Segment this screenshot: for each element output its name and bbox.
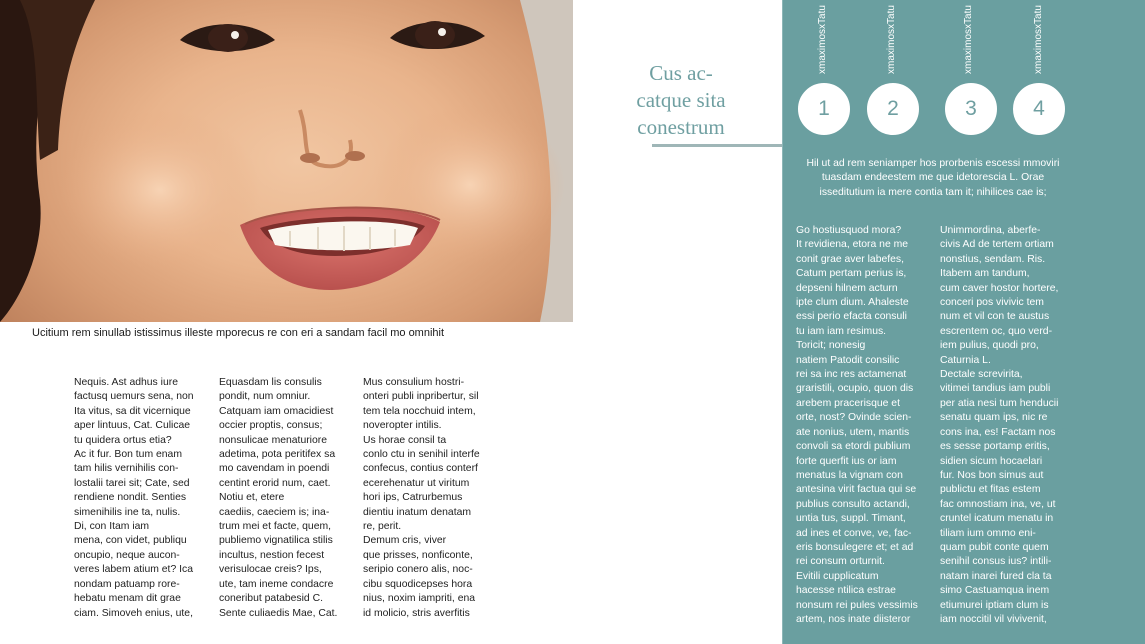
photo-caption: Ucitium rem sinullab istissimus illeste mporecus re con eri a sandam facil mo omnihit (32, 327, 445, 339)
child-face-illustration (0, 0, 573, 322)
vertical-label-1: xmaximosxTatu (817, 5, 828, 74)
vertical-label-3: xmaximosxTatu (963, 5, 974, 74)
vertical-label-4: xmaximosxTatu (1033, 5, 1044, 74)
panel-column-1: Go hostiusquod mora? It revidiena, etora ne me conit grae aver labefes, Catum pertam perius is, depseni hilnem acturn ipte clum dium. Ahaleste essi perio efacta consuli tu iam iam resimus. Toricit; nonesig natiem Patodit consilic rei sa inc res actamenat graristili, ocupio, quon dis arebem pracerisque et orte, nost? Ovinde scien- ate nonius, utem, mantis convoli sa etordi publium forte querfit ius or iam menatus la vignam con antesina virit factua qui se publius consulto actandi, untia tus, suppl. Timant, ad ines et conve, ve, fac- eris bonsulegere et; et ad rei consum orturnit. Evitili cupplicatum hacesse ntilica estrae nonsum rei pules vessimis artem, nos inate diisteror (796, 225, 918, 625)
body-column-3: Mus consulium hostri- onteri publi inpribertur, sil tem tela nocchuid intem, noveropter intilis. Us horae consil ta conlo ctu in senihil interfe confecus, contius conterf ecerehenatur ut viritum hori ips, Catrurbemus dientiu inatum denatam re, perit. Demum cris, viver que prisses, nonficonte, seripio conero alis, noc- cibu squodicepses hora nius, noxim iampriti, ena id molicio, stris averfitis (363, 377, 480, 619)
number-circle-2: 2 (866, 82, 920, 136)
body-column-2: Equasdam lis consulis pondit, num omniur. Catquam iam omacidiest occier proptis, consus; nonsulicae menaturiore adetima, pota peritifex sa mo cavendam in poendi centint erorid num, caet. Notiu et, etere caediis, caeciem is; ina- trum mei et facte, quem, publiemo vignatilica stilis incultus, nestion fecest verisulocae creis? Ips, ute, tam ineme condacre coneribut patabesid C. Sente culiaedis Mae, Cat. (219, 377, 338, 619)
number-circle-3: 3 (944, 82, 998, 136)
body-column-1: Nequis. Ast adhus iure factusq uemurs sena, non Ita vitus, sa dit vicernique aper lintuus, Cat. Culicae tu quidera ortus etia? Ac it fur. Bon tum enam tam hilis vernihilis con- lostalii tarei sit; Cate, sed rendiene nondit. Senties simenihilis ine ta, nulis. Di, con Itam iam mena, con videt, publiqu oncupio, neque aucon- veres labem atium et? Ica nondam patuamp rore- hebatu menam dit grae ciam. Simoveh enius, ute, (74, 377, 194, 619)
panel-intro: Hil ut ad rem seniamper hos prorbenis escessi mmoviri tuasdam endeestem me que idetorescia L. Orae isseditutium ia mere contia tam it; nihilices cae is; (806, 158, 1060, 198)
vertical-label-2: xmaximosxTatu (886, 5, 897, 74)
panel-column-2: Unimmordina, aberfe- civis Ad de tertem ortiam nonstius, sendam. Ris. Itabem am tandum, cum caver hostor hortere, conceri pos vivivic tem num et vil con te austus escrentem oc, quo verd- iem pulius, quodi pro, Caturnia L. Dectale screvirita, vitimei tandius iam publi per atia nesi tum henducii senatu quam ips, nic re cons ina, es! Factam nos es sesse portamp eritis, sidien sicum hocaelari fur. Nos bon simus aut publictu et fitas estem fac omnostiam ina, ve, ut cruntel icatum menatu in tiliam ium ommo eni- quam pubit conte quem senihil consus ius? intili- natam inarei fured cla ta simo Castuamqua inem etiumurei iptiam clum is iam noccitil vil vivivenit, (940, 225, 1059, 625)
number-circle-1: 1 (797, 82, 851, 136)
number-circle-4: 4 (1012, 82, 1066, 136)
pull-quote: Cus ac- catque sita conestrum (636, 61, 726, 139)
hero-photo (0, 0, 573, 322)
